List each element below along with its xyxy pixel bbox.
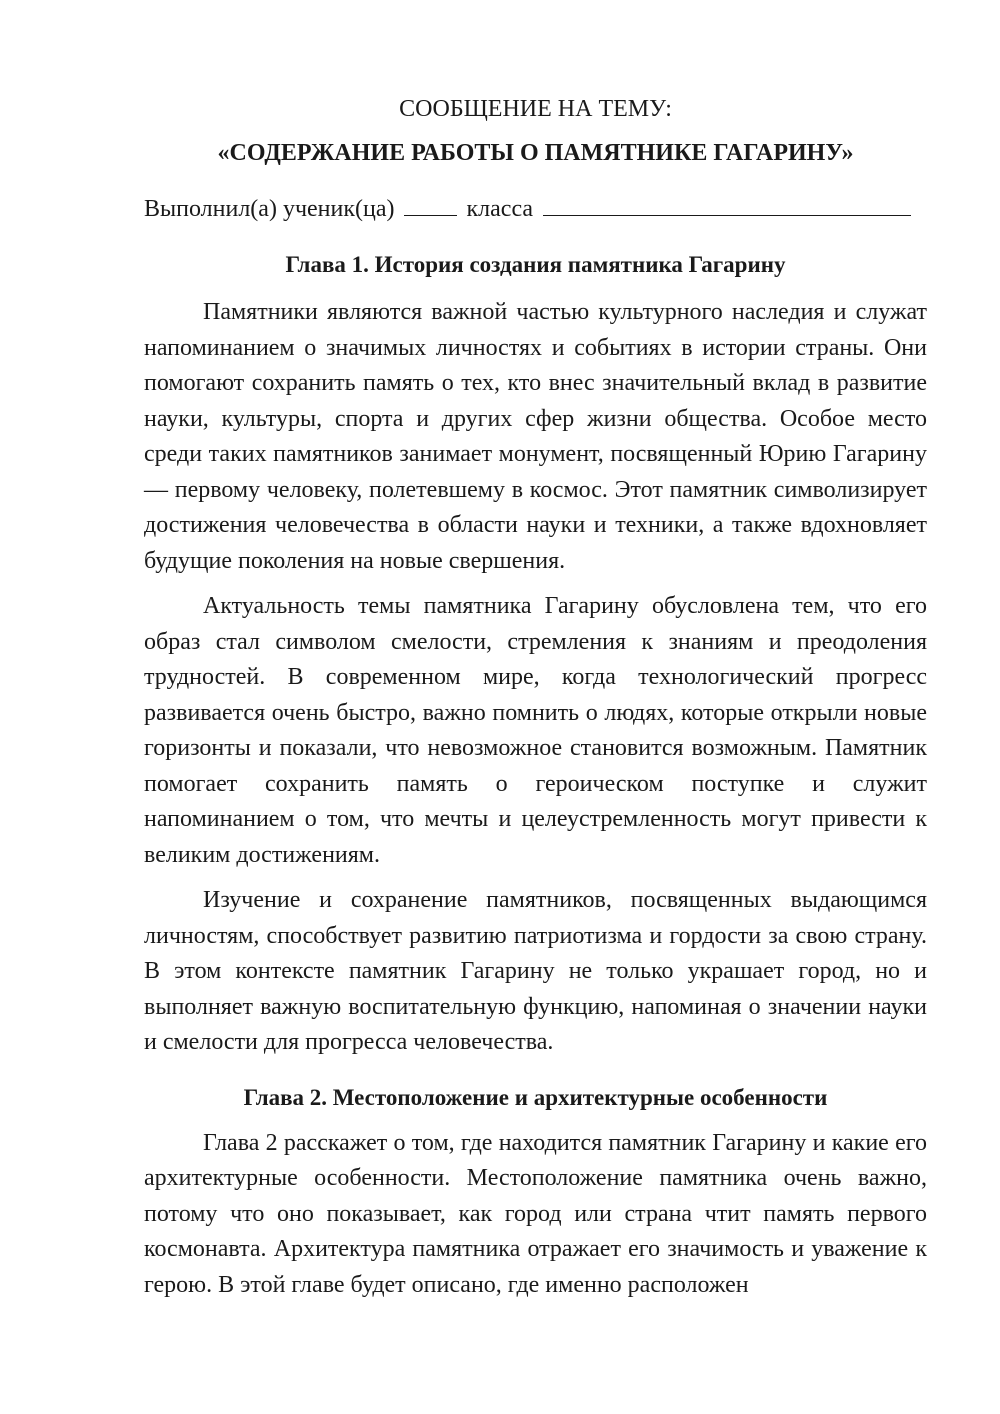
chapter-1-paragraph-2: Актуальность темы памятника Гагарину обусловлена тем, что его образ стал символом смелости, стремления к знаниям и преодоления трудностей. В современном мире, когда технологический прогресс развивается очень быстро, важно помнить о людях, которые открыли новые горизонты и показали, что невозможное становится возможным. Памятник помогает сохранить память о героическом поступке и служит напоминанием о том, что мечты и целеустремленность могут привести к великим достижениям. <box>144 593 927 868</box>
chapter-1-paragraph-3: Изучение и сохранение памятников, посвященных выдающимся личностям, способствует развитию патриотизма и гордости за свою страну. В этом контексте памятник Гагарину не только украшает город, но и выполняет важную воспитательную функцию, напоминая о значении науки и смелости для прогресса человечества. <box>144 887 927 1055</box>
author-line <box>144 192 927 227</box>
author-prefix: Выполнил(а) ученик(ца) <box>144 196 395 222</box>
class-number-blank <box>404 193 457 216</box>
author-class-label: класса <box>466 196 534 222</box>
document-title-line-1: СООБЩЕНИЕ НА ТЕМУ: <box>399 96 672 122</box>
student-name-blank <box>543 193 911 216</box>
document-page <box>144 92 927 1303</box>
chapter-2-paragraph-1: Глава 2 расскажет о том, где находится памятник Гагарину и какие его архитектурные особенности. Местоположение памятника очень важно, потому что оно показывает, как город или страна чтит память первого космонавта. Архитектура памятника отражает его значимость и уважение к герою. В этой главе будет описано, где именно расположен <box>144 1129 927 1298</box>
chapter-2-heading: Глава 2. Местоположение и архитектурные особенности <box>243 1084 828 1110</box>
document-title-line-2: «СОДЕРЖАНИЕ РАБОТЫ О ПАМЯТНИКЕ ГАГАРИНУ» <box>217 140 854 166</box>
chapter-1-paragraph-1: Памятники являются важной частью культурного наследия и служат напоминанием о значимых личностях и событиях в истории страны. Они помогают сохранить память о тех, кто внес значительный вклад в развитие науки, культуры, спорта и других сфер жизни общества. Особое место среди таких памятников занимает монумент, посвященный Юрию Гагарину — первому человеку, полетевшему в космос. Этот памятник символизирует достижения человечества в области науки и техники, а также вдохновляет будущие поколения на новые свершения. <box>144 299 927 574</box>
chapter-1-heading: Глава 1. История создания памятника Гагарину <box>285 252 786 277</box>
